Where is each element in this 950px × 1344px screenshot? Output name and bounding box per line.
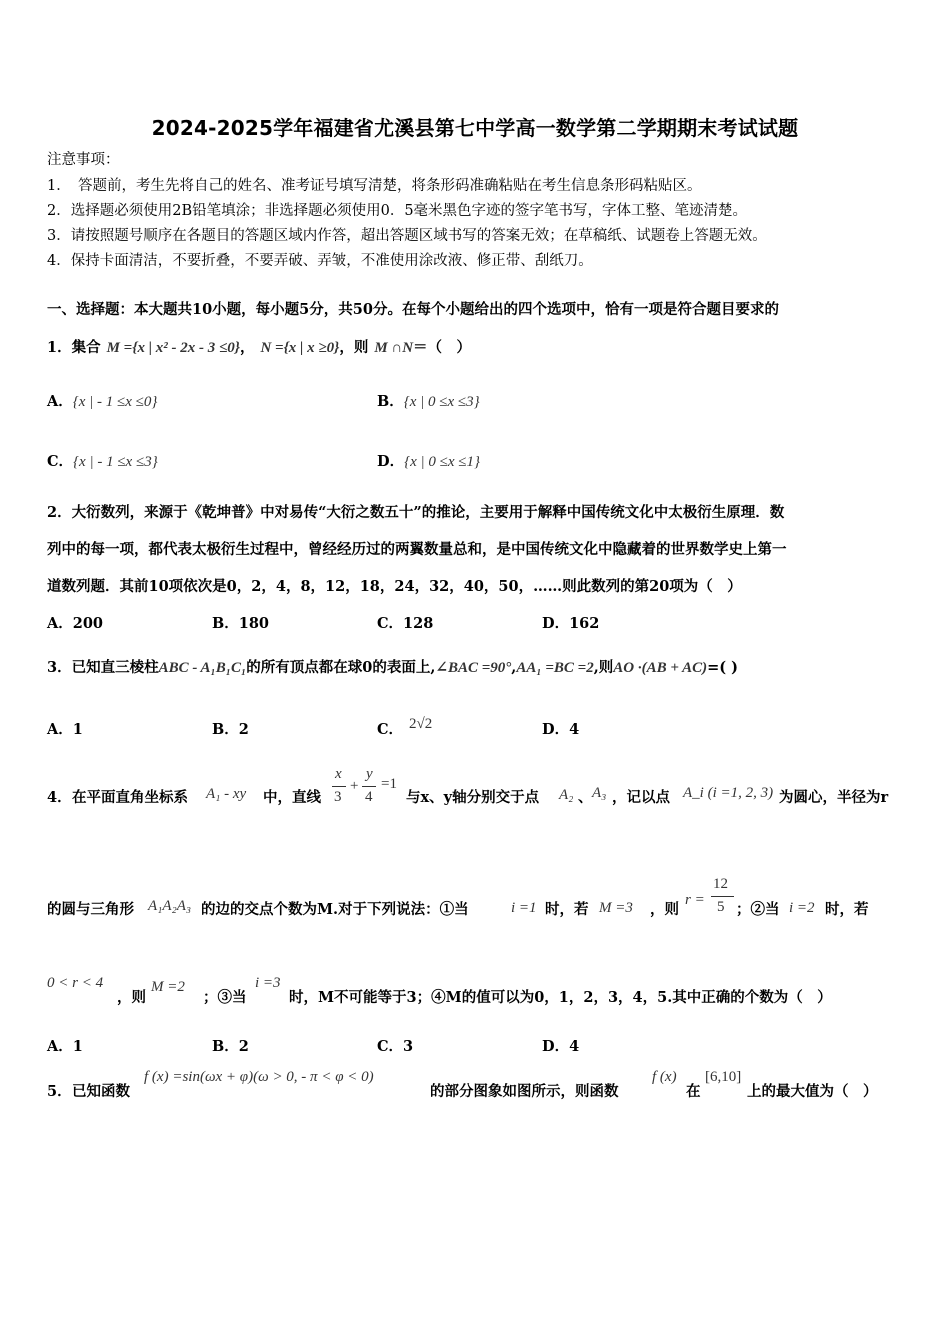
math-radius: r = [685,892,705,908]
option-b[interactable]: B．180 [212,615,270,632]
math-center-points: A_i (i =1, 2, 3) [683,785,774,801]
option-a[interactable]: A．1 [47,721,83,738]
option-d[interactable]: D．162 [542,615,600,632]
stem-text: 的部分图象如图所示，则函数 [430,1083,619,1100]
math-intersection: M ∩N [374,340,414,356]
math-condition: i =3 [255,975,281,991]
fraction-bar [332,786,346,787]
stem-text: ,则 [593,659,614,676]
math-point: A₃ [592,785,607,801]
math-equals: =1 [381,776,397,792]
page-title: 2024-2025学年福建省尤溪县第七中学高一数学第二学期期末考试试题 [151,116,799,140]
option-math: {x | - 1 ≤x ≤0} [72,394,158,410]
option-a[interactable]: A．1 [47,1038,83,1055]
option-d[interactable]: D．4 [542,1038,580,1055]
math-fraction-numerator: y [366,766,373,782]
question-number: 5． [47,1083,72,1100]
stem-text: 时，M不可能等于3；④M的值可以为0，1，2，3，4，5.其中正确的个数为（ ） [289,989,832,1006]
stem-text: 的边的交点个数为M.对于下列说法：①当 [201,901,469,918]
math-plus: + [350,778,359,794]
option-d[interactable]: D．4 [542,721,580,738]
math-condition: i =1 [511,900,537,916]
stem-text: ＝（ ） [413,339,472,356]
option-label: D． [377,453,405,470]
question-number: 4． [47,789,72,806]
option-a[interactable] [47,390,157,411]
stem-text: 已知函数 [72,1083,130,1100]
question-1-stem [47,338,471,358]
option-b[interactable] [377,390,480,411]
option-c[interactable]: C．128 [377,615,434,632]
notice-item: 4．保持卡面清洁，不要折叠，不要弄破、弄皱，不准使用涂改液、修正带、刮纸刀。 [47,253,593,269]
option-math: {x | - 1 ≤x ≤3} [73,454,158,470]
stem-text: ，记以点 [612,789,670,806]
math-condition: i =2 [789,900,815,916]
stem-text: 时，若 [825,901,869,918]
math-fraction-denominator: 5 [717,899,725,915]
stem-text: , [511,659,517,676]
math-condition: M =3 [599,900,633,916]
math-set-m: M ={x | x² - 2x - 3 ≤0} [106,340,240,356]
math-condition: M =2 [151,979,185,995]
stem-text: 中，直线 [263,789,321,806]
option-label: A． [47,393,73,410]
math-interval: [6,10] [705,1069,742,1085]
section-heading: 一、选择题：本大题共10小题，每小题5分，共50分。在每个小题给出的四个选项中，恰有一项是符合题目要求的 [47,301,779,318]
math-triangle: A₁A₂A₃ [148,898,192,914]
stem-text: ，则 [339,339,369,356]
option-label: B． [377,393,404,410]
stem-text: ；②当 [736,901,780,918]
stem-text: 的所有顶点都在球0的表面上, [246,659,436,676]
stem-text: 时，若 [545,901,589,918]
question-3-stem [47,658,738,678]
math-coordinate-system: A₁ - xy [206,786,247,802]
math-set-n: N ={x | x ≥0} [260,340,340,356]
option-a[interactable]: A．200 [47,615,104,632]
math-condition: 0 < r < 4 [47,975,104,991]
notice-item: 1． 答题前，考生先将自己的姓名、准考证号填写清楚，将条形码准确粘贴在考生信息条形码粘贴区。 [47,178,702,194]
option-c[interactable] [47,450,158,471]
stem-text: 、 [578,789,593,806]
option-b[interactable]: B．2 [212,721,249,738]
notice-item: 2．选择题必须使用2B铅笔填涂；非选择题必须使用0．5毫米黑色字迹的签字笔书写，字体工整、笔迹清楚。 [47,203,748,219]
notice-item: 3．请按照题号顺序在各题目的答题区域内作答，超出答题区域书写的答案无效；在草稿纸、试题卷上答题无效。 [47,228,767,244]
stem-text: 已知直三棱柱 [71,659,159,676]
question-2-line: 道数列题．其前10项依次是0，2，4，8，12，18，24，32，40，50，……则此数列的第20项为（ ） [47,578,742,595]
math-dot-product: AO ·(AB + AC) [613,660,708,676]
math-fraction-numerator: x [335,766,342,782]
stem-text: =( ) [707,659,739,676]
option-label: C． [47,453,74,470]
option-math: {x | 0 ≤x ≤1} [404,454,480,470]
math-fraction-numerator: 12 [713,876,728,892]
stem-text: 上的最大值为（ ） [747,1083,878,1100]
option-math: {x | 0 ≤x ≤3} [403,394,480,410]
stem-text: 的圆与三角形 [47,901,134,918]
math-function: f (x) =sin(ωx + φ)(ω > 0, - π < φ < 0) [144,1069,374,1085]
option-d[interactable] [377,450,480,471]
option-c[interactable]: C．3 [377,1038,414,1055]
option-c[interactable] [377,712,433,738]
stem-text: 在 [686,1083,701,1100]
stem-text: ，则 [650,901,679,918]
question-2-line: 2．大衍数列，来源于《乾坤普》中对易传“大衍之数五十”的推论，主要用于解释中国传统文化中太极衍生原理．数 [47,504,785,521]
option-label: C． [377,721,404,738]
option-b[interactable]: B．2 [212,1038,249,1055]
stem-text: ， [239,339,255,356]
option-math: 2√2 [409,716,433,732]
stem-text: ，则 [117,989,146,1006]
fraction-bar [711,896,734,897]
math-point: A₂ [559,787,574,803]
stem-text: 集合 [71,339,101,356]
math-lengths: AA₁ =BC =2 [516,660,594,676]
stem-text: 与x、y轴分别交于点 [406,789,540,806]
stem-text: 在平面直角坐标系 [72,789,188,806]
stem-text: 为圆心，半径为r [779,789,889,806]
stem-text: ；③当 [203,989,247,1006]
notice-heading: 注意事项： [47,152,120,168]
math-angle: ∠BAC =90° [435,660,512,676]
fraction-bar [362,786,376,787]
math-function-name: f (x) [652,1069,677,1085]
question-2-line: 列中的每一项，都代表太极衍生过程中，曾经经历过的两翼数量总和，是中国传统文化中隐藏着的世界数学史上第一 [47,541,787,558]
question-number: 3． [47,659,72,676]
math-fraction-denominator: 3 [334,789,342,805]
math-prism: ABC - A₁B₁C₁ [158,660,247,676]
question-number: 1． [47,339,72,356]
math-fraction-denominator: 4 [365,789,373,805]
